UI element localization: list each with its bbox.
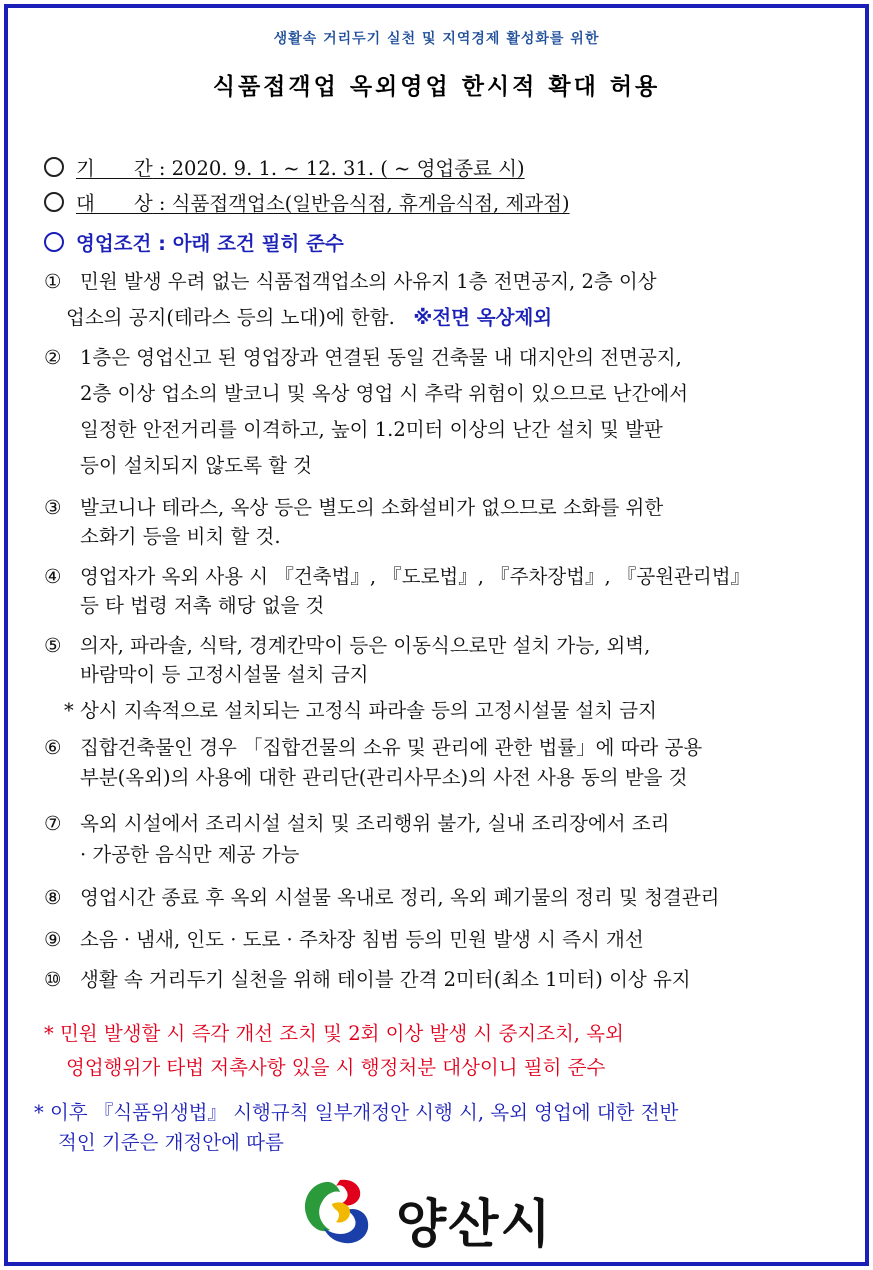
item-4-line-1 xyxy=(44,567,750,587)
item-1-note: ※전면 옥상제외 xyxy=(413,306,553,329)
item-number: ① xyxy=(44,270,62,293)
item-3-line-1 xyxy=(44,498,663,518)
item-number: ② xyxy=(44,346,62,369)
circle-bullet-icon xyxy=(44,232,64,252)
target-value: : 식품접객업소(일반음식점, 휴게음식점, 제과점) xyxy=(152,192,570,215)
circle-bullet-icon xyxy=(44,157,64,177)
item-text: 소음 · 냄새, 인도 · 도로 · 주차장 침범 등의 민원 발생 시 즉시 개선 xyxy=(80,928,644,951)
item-text: 발코니나 테라스, 옥상 등은 별도의 소화설비가 없으므로 소화를 위한 xyxy=(80,496,664,519)
item-text: 영업자가 옥외 사용 시 『건축법』, 『도로법』, 『주차장법』, 『공원관리법』 xyxy=(80,565,751,588)
item-number: ③ xyxy=(44,496,62,519)
item-text: 영업시간 종료 후 옥외 시설물 옥내로 정리, 옥외 폐기물의 정리 및 청결관리 xyxy=(80,886,720,909)
item-2-line-3: 일정한 안전거리를 이격하고, 높이 1.2미터 이상의 난간 설치 및 발판 xyxy=(80,418,663,441)
footnote-line-1: * 이후 『식품위생법』 시행규칙 일부개정안 시행 시, 옥외 영업에 대한 전반 xyxy=(34,1101,679,1124)
yangsan-emblem-icon xyxy=(296,1174,386,1250)
item-text: 민원 발생 우려 없는 식품접객업소의 사유지 1층 전면공지, 2층 이상 xyxy=(80,270,657,293)
subtitle: 생활속 거리두기 실천 및 지역경제 활성화를 위한 xyxy=(273,31,600,47)
item-number: ⑧ xyxy=(44,886,62,909)
page-title: 식품접객업 옥외영업 한시적 확대 허용 xyxy=(212,74,661,100)
item-5-line-1 xyxy=(44,636,650,656)
item-2-line-2: 2층 이상 업소의 발코니 및 옥상 영업 시 추락 위험이 있으므로 난간에서 xyxy=(80,382,689,405)
warning-line-1: * 민원 발생할 시 즉각 개선 조치 및 2회 이상 발생 시 중지조치, 옥외 xyxy=(44,1022,624,1045)
item-5-sub-note: * 상시 지속적으로 설치되는 고정식 파라솔 등의 고정시설물 설치 금지 xyxy=(64,699,657,722)
logo-text: 양산시 xyxy=(396,1195,553,1255)
item-text: 생활 속 거리두기 실천을 위해 테이블 간격 2미터(최소 1미터) 이상 유지 xyxy=(80,968,691,991)
item-number: ⑦ xyxy=(44,812,62,835)
item-number: ⑩ xyxy=(44,968,62,991)
item-5-line-2: 바람막이 등 고정시설물 설치 금지 xyxy=(80,663,369,686)
item-6-line-1 xyxy=(44,738,702,758)
item-7-line-2: · 가공한 음식만 제공 가능 xyxy=(80,843,300,866)
yangsan-city-logo xyxy=(296,1174,596,1255)
item-number: ⑤ xyxy=(44,634,62,657)
period-line xyxy=(44,157,525,179)
period-label: 기 간 xyxy=(76,157,153,180)
item-7-line-1 xyxy=(44,814,669,834)
item-1-line-2 xyxy=(66,308,552,328)
item-number: ④ xyxy=(44,565,62,588)
item-number: ⑥ xyxy=(44,736,62,759)
item-6-line-2: 부분(옥외)의 사용에 대한 관리단(관리사무소)의 사전 사용 동의 받을 것 xyxy=(80,766,688,789)
item-text: 1층은 영업신고 된 영업장과 연결된 동일 건축물 내 대지안의 전면공지, xyxy=(80,346,682,369)
conditions-heading-line xyxy=(44,232,344,254)
target-label: 대 상 xyxy=(76,192,153,215)
item-2-line-1 xyxy=(44,348,682,368)
item-number: ⑨ xyxy=(44,928,62,951)
footnote-line-2: 적인 기준은 개정안에 따름 xyxy=(58,1131,284,1154)
conditions-heading: 영업조건 : 아래 조건 필히 준수 xyxy=(76,232,344,255)
item-9-line-1 xyxy=(44,930,644,950)
item-1-line-1 xyxy=(44,272,657,292)
item-4-line-2: 등 타 법령 저촉 해당 없을 것 xyxy=(80,594,325,617)
item-text: 의자, 파라솔, 식탁, 경계칸막이 등은 이동식으로만 설치 가능, 외벽, xyxy=(80,634,651,657)
item-10-line-1 xyxy=(44,970,691,990)
circle-bullet-icon xyxy=(44,192,64,212)
item-2-line-4: 등이 설치되지 않도록 할 것 xyxy=(80,454,313,477)
warning-line-2: 영업행위가 타법 저촉사항 있을 시 행정처분 대상이니 필히 준수 xyxy=(66,1056,606,1079)
item-3-line-2: 소화기 등을 비치 할 것. xyxy=(80,525,281,548)
item-text: 옥외 시설에서 조리시설 설치 및 조리행위 불가, 실내 조리장에서 조리 xyxy=(80,812,670,835)
item-8-line-1 xyxy=(44,888,720,908)
period-value: : 2020. 9. 1. ~ 12. 31. ( ~ 영업종료 시) xyxy=(152,157,525,180)
item-text: 집합건축물인 경우 「집합건물의 소유 및 관리에 관한 법률」에 따라 공용 xyxy=(80,736,703,759)
target-line xyxy=(44,192,570,214)
item-text: 업소의 공지(테라스 등의 노대)에 한함. xyxy=(66,306,395,329)
